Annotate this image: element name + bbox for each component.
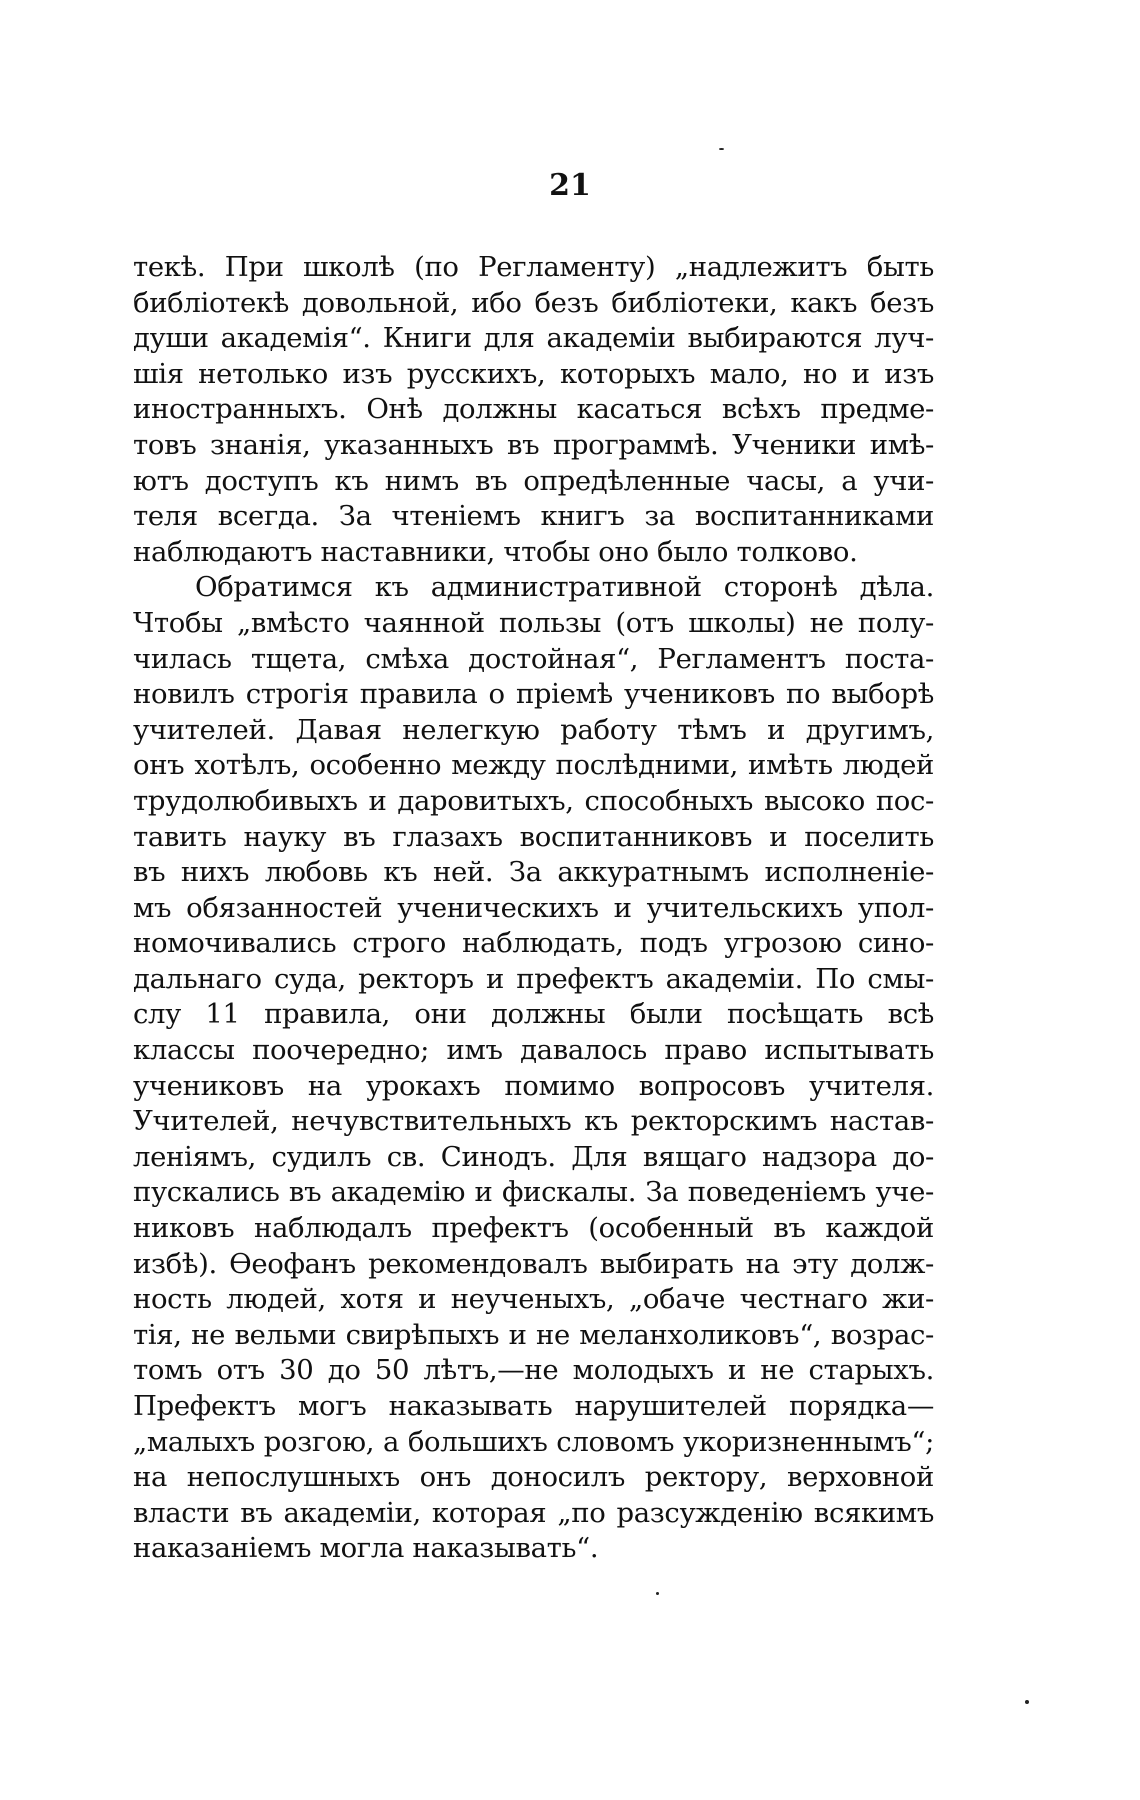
text-line: библіотекѣ довольной, ибо безъ библіотеки, какъ безъ xyxy=(133,286,934,319)
text-line: леніямъ, судилъ св. Синодъ. Для вящаго надзора до- xyxy=(133,1140,934,1173)
text-line: шія нетолько изъ русскихъ, которыхъ мало, но и изъ xyxy=(133,357,934,390)
text-line: учениковъ на урокахъ помимо вопросовъ учителя. xyxy=(133,1069,934,1102)
text-line: „малыхъ розгою, а большихъ словомъ укоризненнымъ“; xyxy=(133,1425,934,1458)
text-line: текѣ. При школѣ (по Регламенту) „надлежитъ быть xyxy=(133,251,934,283)
paragraph-1 xyxy=(133,250,934,570)
text-line: наблюдаютъ наставники, чтобы оно было толково. xyxy=(133,535,858,568)
text-line: тія, не вельми свирѣпыхъ и не меланхоликовъ“, возрас- xyxy=(133,1318,934,1351)
page-number: 21 xyxy=(549,168,591,203)
text-line: классы поочередно; имъ давалось право испытывать xyxy=(133,1034,934,1067)
text-line: учителей. Давая нелегкую работу тѣмъ и другимъ, xyxy=(133,713,934,746)
text-line: тавить науку въ глазахъ воспитанниковъ и поселить xyxy=(133,820,934,853)
text-line: иностранныхъ. Онѣ должны касаться всѣхъ предме- xyxy=(133,393,934,426)
text-line: Обратимся къ административной сторонѣ дѣла. xyxy=(195,571,934,604)
text-line: Учителей, нечувствительныхъ къ ректорскимъ настав- xyxy=(133,1105,934,1138)
text-line: трудолюбивыхъ и даровитыхъ, способныхъ высоко пос- xyxy=(133,784,934,817)
text-line: дальнаго суда, ректоръ и префектъ академіи. По смы- xyxy=(133,962,934,995)
text-line: товъ знанія, указанныхъ въ программѣ. Ученики имѣ- xyxy=(133,428,934,461)
text-line: ность людей, хотя и неученыхъ, „обаче честнаго жи- xyxy=(133,1283,934,1316)
text-line: номочивались строго наблюдать, подъ угрозою сино- xyxy=(133,927,934,960)
text-line: мъ обязанностей ученическихъ и учительскихъ упол- xyxy=(133,891,934,924)
paragraph-2 xyxy=(133,570,934,1567)
text-line: власти въ академіи, которая „по разсужденію всякимъ xyxy=(133,1496,934,1529)
text-line: теля всегда. За чтеніемъ книгъ за воспитанниками xyxy=(133,500,934,533)
text-line: ютъ доступъ къ нимъ въ опредѣленные часы, а учи- xyxy=(133,464,934,497)
text-line: Префектъ могъ наказывать нарушителей порядка— xyxy=(133,1390,934,1422)
text-line: въ нихъ любовь къ ней. За аккуратнымъ исполненіе- xyxy=(133,856,934,889)
text-line: Чтобы „вмѣсто чаянной пользы (отъ школы) не полу- xyxy=(133,606,934,639)
text-line: избѣ). Ѳеофанъ рекомендовалъ выбирать на эту долж- xyxy=(133,1247,934,1280)
text-line: слу 11 правила, они должны были посѣщать всѣ xyxy=(133,998,934,1031)
text-line: на непослушныхъ онъ доносилъ ректору, верховной xyxy=(133,1461,934,1494)
text-line: наказаніемъ могла наказывать“. xyxy=(133,1532,599,1565)
text-line: никовъ наблюдалъ префектъ (особенный въ каждой xyxy=(133,1212,934,1245)
text-line: души академія“. Книги для академіи выбираются луч- xyxy=(133,322,934,355)
text-line: новилъ строгія правила о пріемѣ учениковъ по выборѣ xyxy=(133,678,934,711)
scan-speck xyxy=(656,1592,659,1595)
text-line: чилась тщета, смѣха достойная“, Регламентъ поста- xyxy=(133,642,934,675)
body-text xyxy=(133,250,934,1567)
scan-speck xyxy=(719,148,724,150)
text-line: пускались въ академію и фискалы. За поведеніемъ уче- xyxy=(133,1176,934,1209)
scan-speck xyxy=(1025,1700,1029,1704)
text-line: томъ отъ 30 до 50 лѣтъ,—не молодыхъ и не старыхъ. xyxy=(133,1354,934,1387)
text-line: онъ хотѣлъ, особенно между послѣдними, имѣть людей xyxy=(133,749,934,782)
